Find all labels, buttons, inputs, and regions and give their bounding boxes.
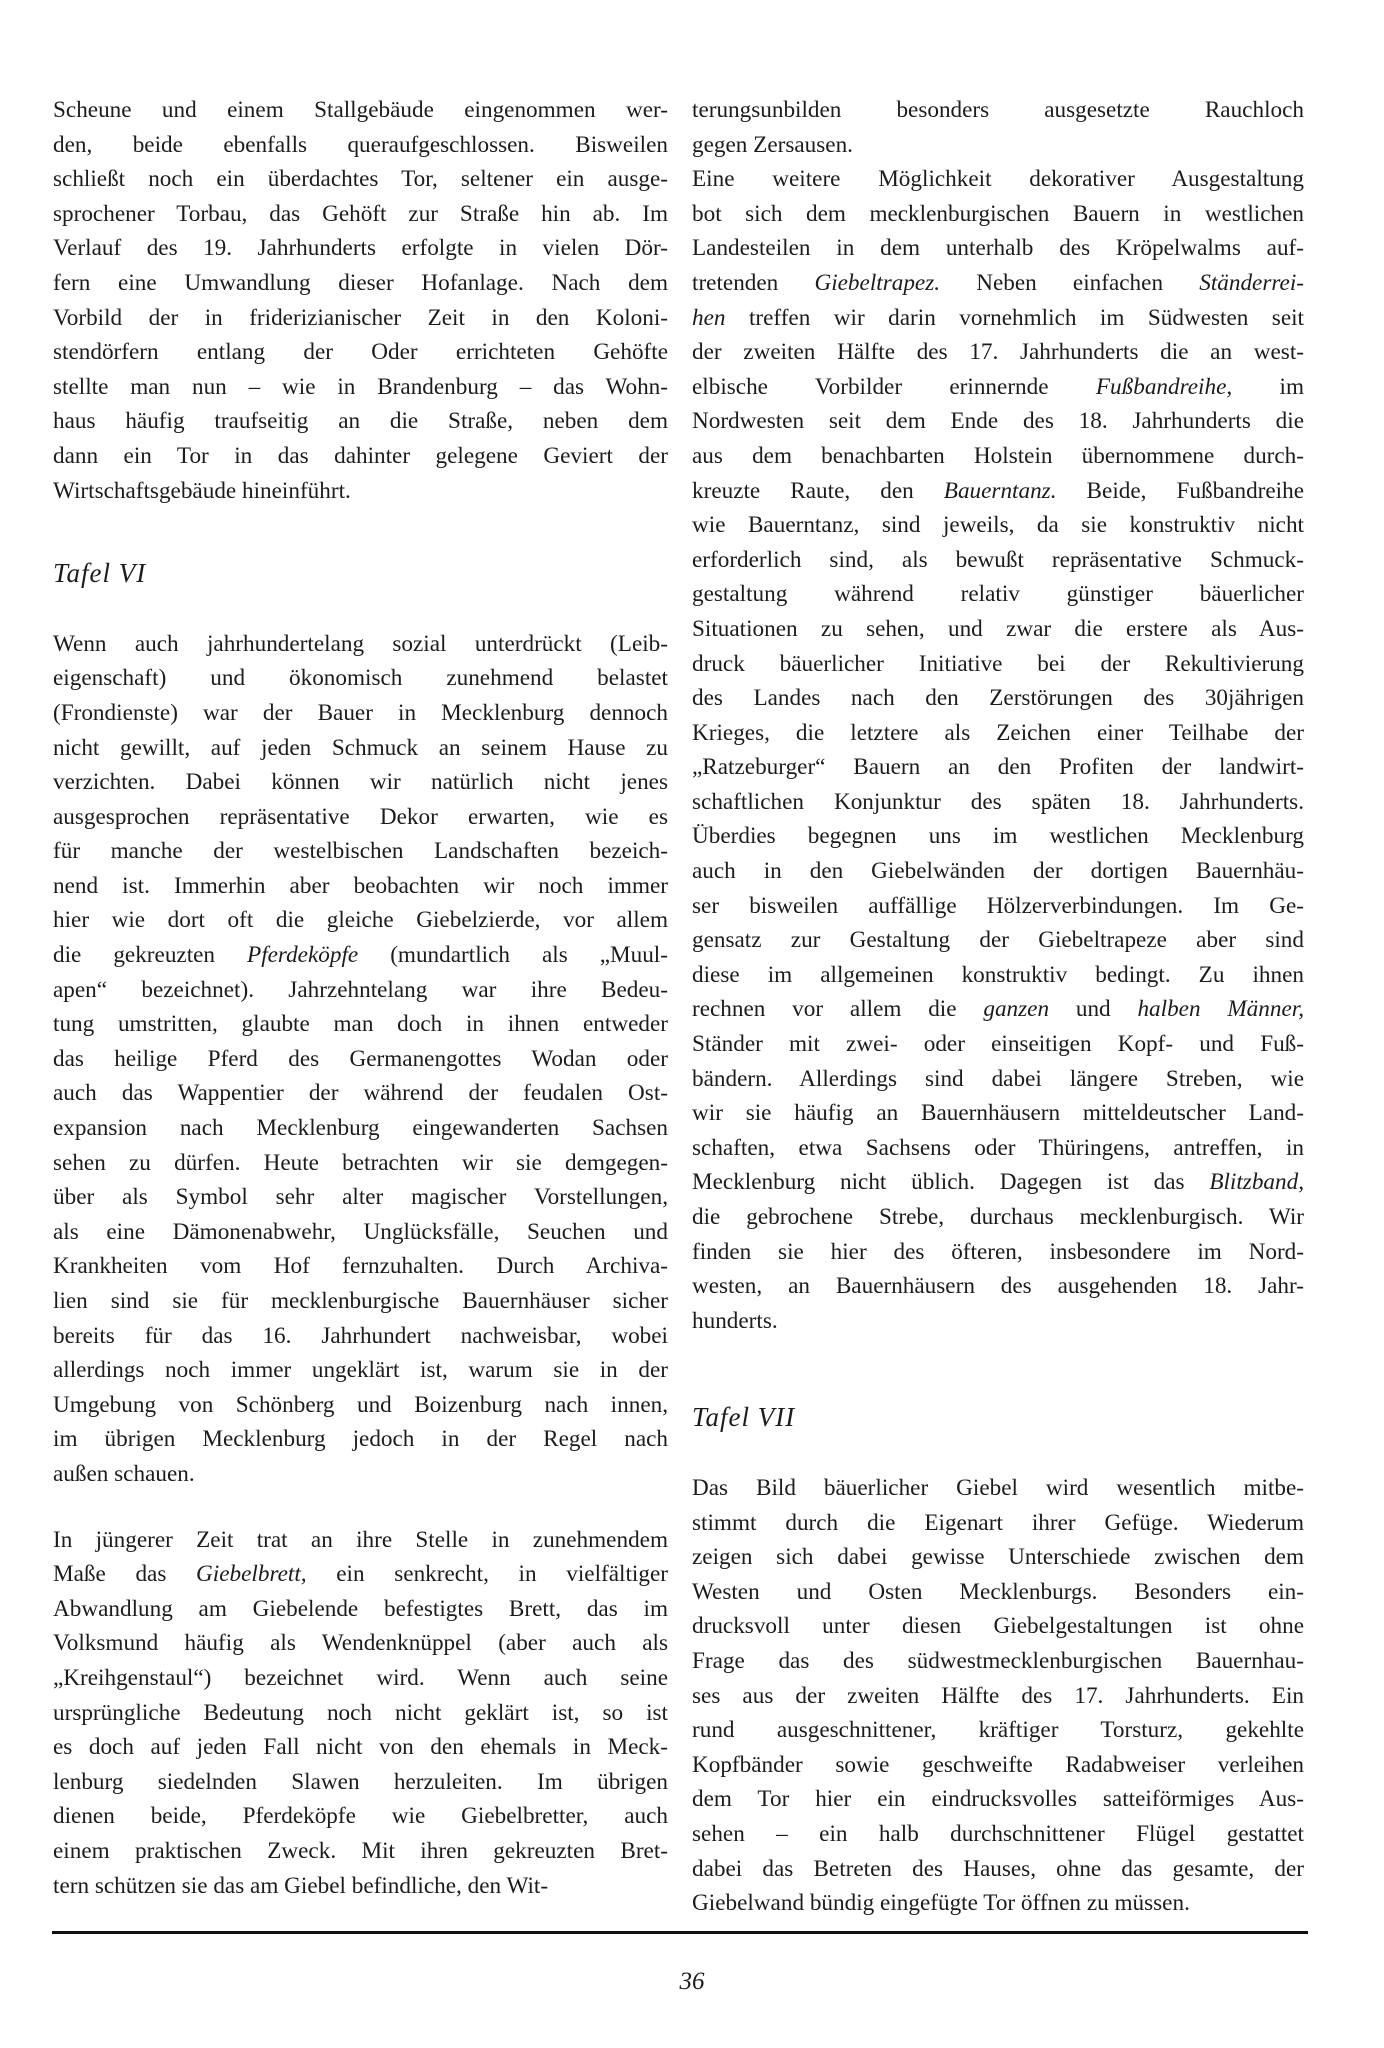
text-line: zeigen sich dabei gewisse Unterschiede zwischen dem [692,1544,1304,1571]
text-line: der zweiten Hälfte des 17. Jahrhunderts die an west- [692,339,1304,366]
paragraph [692,93,1304,162]
text-line: schließt noch ein überdachtes Tor, seltener ein ausge- [53,166,668,193]
text-line: im übrigen Mecklenburg jedoch in der Regel nach [53,1426,668,1453]
text-line: bot sich dem mecklenburgischen Bauern in westlichen [692,200,1304,227]
text-line: hier wie dort oft die gleiche Giebelzierde, vor allem [53,907,668,934]
text-line: gensatz zur Gestaltung der Giebeltrapeze aber sind [692,927,1304,954]
italic-term: Fußbandreihe, [1095,373,1233,400]
italic-term: ganzen [983,996,1050,1023]
text-line: Wenn auch jahrhundertelang sozial unterdrückt (Leib- [53,630,668,657]
text-line: Überdies begegnen uns im westlichen Mecklenburg [692,823,1304,850]
text-line: auch das Wappentier der während der feudalen Ost- [53,1080,668,1107]
text-line [692,992,1304,1027]
text-segment: rechnen vor allem die [692,996,984,1023]
text-line [692,301,1304,336]
text-line [692,370,1304,405]
text-line: apen“ bezeichnet). Jahrzehntelang war ihre Bedeu- [53,976,668,1003]
text-line: gestaltung während relativ günstiger bäuerlicher [692,581,1304,608]
paragraph [53,1523,668,1904]
text-line [692,1165,1304,1200]
paragraph [53,93,668,508]
text-line: Volksmund häufig als Wendenknüppel (aber auch als [53,1630,668,1657]
text-line: Ständer mit zwei- oder einseitigen Kopf- und Fuß- [692,1031,1304,1058]
text-line: ursprüngliche Bedeutung noch nicht geklärt ist, so ist [53,1699,668,1726]
left-column [53,93,668,1903]
right-column [692,93,1304,1921]
text-line: über als Symbol sehr alter magischer Vorstellungen, [53,1184,668,1211]
text-line: tern schützen sie das am Giebel befindliche, den Wit- [53,1872,549,1899]
text-line: rund ausgeschnittener, kräftiger Torsturz, gekehlte [692,1717,1304,1744]
text-line: gegen Zersausen. [692,131,853,158]
text-line: „Ratzeburger“ Bauern an den Profiten der landwirt- [692,754,1304,781]
text-line: lenburg siedelnden Slawen herzuleiten. Im übrigen [53,1768,668,1795]
text-line: terungsunbilden besonders ausgesetzte Rauchloch [692,97,1304,123]
text-line: ausgesprochen repräsentative Dekor erwarten, wie es [53,803,668,830]
text-line: fern eine Umwandlung dieser Hofanlage. Nach dem [53,269,668,296]
spacer [692,1435,1304,1471]
text-line: bereits für das 16. Jahrhundert nachweisbar, wobei [53,1322,668,1349]
text-line: hunderts. [692,1307,778,1334]
italic-term: hen [692,304,726,331]
section-heading-tafel-vii: Tafel VII [692,1402,796,1433]
paragraph [692,1471,1304,1921]
text-line: Das Bild bäuerlicher Giebel wird wesentlich mitbe- [692,1474,1304,1501]
text-line: stimmt durch die Eigenart ihrer Gefüge. Wiederum [692,1509,1304,1536]
text-line: die gebrochene Strebe, durchaus mecklenburgisch. Wir [692,1204,1304,1230]
text-line: stellte man nun – wie in Brandenburg – das Wohn- [53,373,668,400]
text-line [53,1557,668,1592]
text-line: des Landes nach den Zerstörungen des 30jährigen [692,685,1304,712]
text-line: außen schauen. [53,1460,195,1487]
text-line [53,938,668,973]
text-line: wir sie häufig an Bauernhäusern mitteldeutscher Land- [692,1100,1304,1127]
text-line: westen, an Bauernhäusern des ausgehenden 18. Jahr- [692,1273,1304,1300]
text-line: Situationen zu sehen, und zwar die erstere als Aus- [692,615,1304,642]
text-line: auch in den Giebelwänden der dortigen Bauernhäu- [692,858,1304,885]
text-segment: ein senkrecht, in vielfältiger [306,1561,668,1588]
text-line: Giebelwand bündig eingefügte Tor öffnen zu müssen. [692,1890,1190,1917]
text-line: den, beide ebenfalls queraufgeschlossen. Bisweilen [53,131,668,158]
italic-term: Blitzband, [1209,1169,1304,1196]
text-line: In jüngerer Zeit trat an ihre Stelle in zunehmendem [53,1526,668,1553]
text-line: expansion nach Mecklenburg eingewanderten Sachsen [53,1115,668,1142]
text-line: wie Bauerntanz, sind jeweils, da sie konstruktiv nicht [692,512,1304,539]
text-segment: die gekreuzten [53,942,248,969]
text-line: diese im allgemeinen konstruktiv bedingt. Zu ihnen [692,961,1304,988]
text-line: sprochener Torbau, das Gehöft zur Straße hin ab. Im [53,200,668,227]
text-line: eigenschaft) und ökonomisch zunehmend belastet [53,665,668,692]
text-line: Verlauf des 19. Jahrhunderts erfolgte in vielen Dör- [53,235,668,262]
text-line: Krankheiten vom Hof fernzuhalten. Durch Archiva- [53,1253,668,1280]
text-line: allerdings noch immer ungeklärt ist, warum sie in der [53,1357,668,1384]
text-line: drucksvoll unter diesen Giebelgestaltungen ist ohne [692,1613,1304,1640]
spacer [53,1492,668,1523]
text-line: sehen zu dürfen. Heute betrachten wir sie demgegen- [53,1149,668,1176]
text-line: es doch auf jeden Fall nicht von den ehemals in Meck- [53,1734,668,1761]
text-line: Umgebung von Schönberg und Boizenburg nach innen, [53,1391,668,1418]
text-line: Kopfbänder sowie geschweifte Radabweiser verleihen [692,1751,1304,1778]
text-line: sehen – ein halb durchschnittener Flügel gestattet [692,1820,1304,1847]
text-line: „Kreihgenstaul“) bezeichnet wird. Wenn auch seine [53,1664,668,1691]
text-line: dem Tor hier ein eindrucksvolles satteiförmiges Aus- [692,1786,1304,1813]
text-line: tung umstritten, glaubte man doch in ihnen entweder [53,1011,668,1038]
italic-term: Giebeltrapez. [814,269,941,296]
text-segment: tretenden [692,269,815,296]
text-line: für manche der westelbischen Landschaften bezeich- [53,838,668,865]
text-line: nicht gewillt, auf jeden Schmuck an seinem Hause zu [53,734,668,761]
text-line: stendörfern entlang der Oder errichteten Gehöfte [53,339,668,366]
text-line: finden sie hier des öfteren, insbesondere im Nord- [692,1238,1304,1265]
text-segment: und [1049,996,1138,1023]
text-line: Eine weitere Möglichkeit dekorativer Ausgestaltung [692,166,1304,193]
text-line: haus häufig traufseitig an die Straße, neben dem [53,408,668,435]
italic-term: Giebelbrett, [196,1561,307,1588]
text-line: bändern. Allerdings sind dabei längere Streben, wie [692,1065,1304,1092]
footer-rule [52,1931,1308,1934]
text-line: dann ein Tor in das dahinter gelegene Geviert der [53,442,668,469]
text-line: aus dem benachbarten Holstein übernommene durch- [692,442,1304,469]
text-line: Westen und Osten Mecklenburgs. Besonders ein- [692,1578,1304,1605]
text-line: Vorbild der in friderizianischer Zeit in den Koloni- [53,304,668,331]
section-heading-tafel-vi: Tafel VI [53,558,147,589]
paragraph [692,162,1304,1338]
text-line [692,266,1304,301]
text-line: druck bäuerlicher Initiative bei der Rekultivierung [692,650,1304,677]
text-segment: treffen wir darin vornehmlich im Südwesten seit [725,304,1304,331]
text-segment: Neben einfachen [940,269,1200,296]
text-line: schaften, etwa Sachsens oder Thüringens, antreffen, in [692,1134,1304,1161]
italic-term: halben Männer, [1137,996,1305,1023]
text-segment: im [1232,373,1305,400]
text-line: schaftlichen Konjunktur des späten 18. Jahrhunderts. [692,788,1304,815]
italic-term: Pferdeköpfe [247,942,359,969]
page-number: 36 [679,1968,705,1995]
text-segment: Mecklenburg nicht üblich. Dagegen ist das [692,1169,1210,1196]
text-line: Scheune und einem Stallgebäude eingenommen wer- [53,97,668,123]
text-line: Krieges, die letztere als Zeichen einer Teilhabe der [692,719,1304,746]
text-line: ser bisweilen auffällige Hölzerverbindungen. Im Ge- [692,892,1304,919]
text-segment: kreuzte Raute, den [692,477,944,504]
text-line: Nordwesten seit dem Ende des 18. Jahrhunderts die [692,408,1304,435]
text-line: das heilige Pferd des Germanengottes Wodan oder [53,1045,668,1072]
italic-term: Bauerntanz. [943,477,1057,504]
text-line: verzichten. Dabei können wir natürlich nicht jenes [53,769,668,796]
text-line: dienen beide, Pferdeköpfe wie Giebelbretter, auch [53,1803,668,1830]
text-segment: Beide, Fußbandreihe [1056,477,1304,504]
text-line: Wirtschaftsgebäude hineinführt. [53,477,351,504]
text-line: ses aus der zweiten Hälfte des 17. Jahrhunderts. Ein [692,1682,1304,1709]
text-segment: elbische Vorbilder erinnernde [692,373,1096,400]
text-line: (Frondienste) war der Bauer in Mecklenburg dennoch [53,699,668,726]
text-line: nend ist. Immerhin aber beobachten wir noch immer [53,872,668,899]
italic-term: Ständerrei- [1199,269,1304,296]
text-line: Landesteilen in dem unterhalb des Kröpelwalms auf- [692,235,1304,262]
text-line [692,474,1304,509]
text-line: dabei das Betreten des Hauses, ohne das gesamte, der [692,1855,1304,1882]
text-line: als eine Dämonenabwehr, Unglücksfälle, Seuchen und [53,1218,668,1245]
spacer [53,591,668,627]
text-segment: Maße das [53,1561,197,1588]
paragraph [53,627,668,1492]
text-line: erforderlich sind, als bewußt repräsentative Schmuck- [692,546,1304,573]
text-line: einem praktischen Zweck. Mit ihren gekreuzten Bret- [53,1837,668,1864]
spacer [692,1338,1304,1400]
text-line: Abwandlung am Giebelende befestigtes Brett, das im [53,1595,668,1622]
text-segment: (mundartlich als „Muul- [358,942,668,969]
text-line: lien sind sie für mecklenburgische Bauernhäuser sicher [53,1288,668,1314]
spacer [53,508,668,556]
text-line: Frage das des südwestmecklenburgischen Bauernhau- [692,1647,1304,1674]
